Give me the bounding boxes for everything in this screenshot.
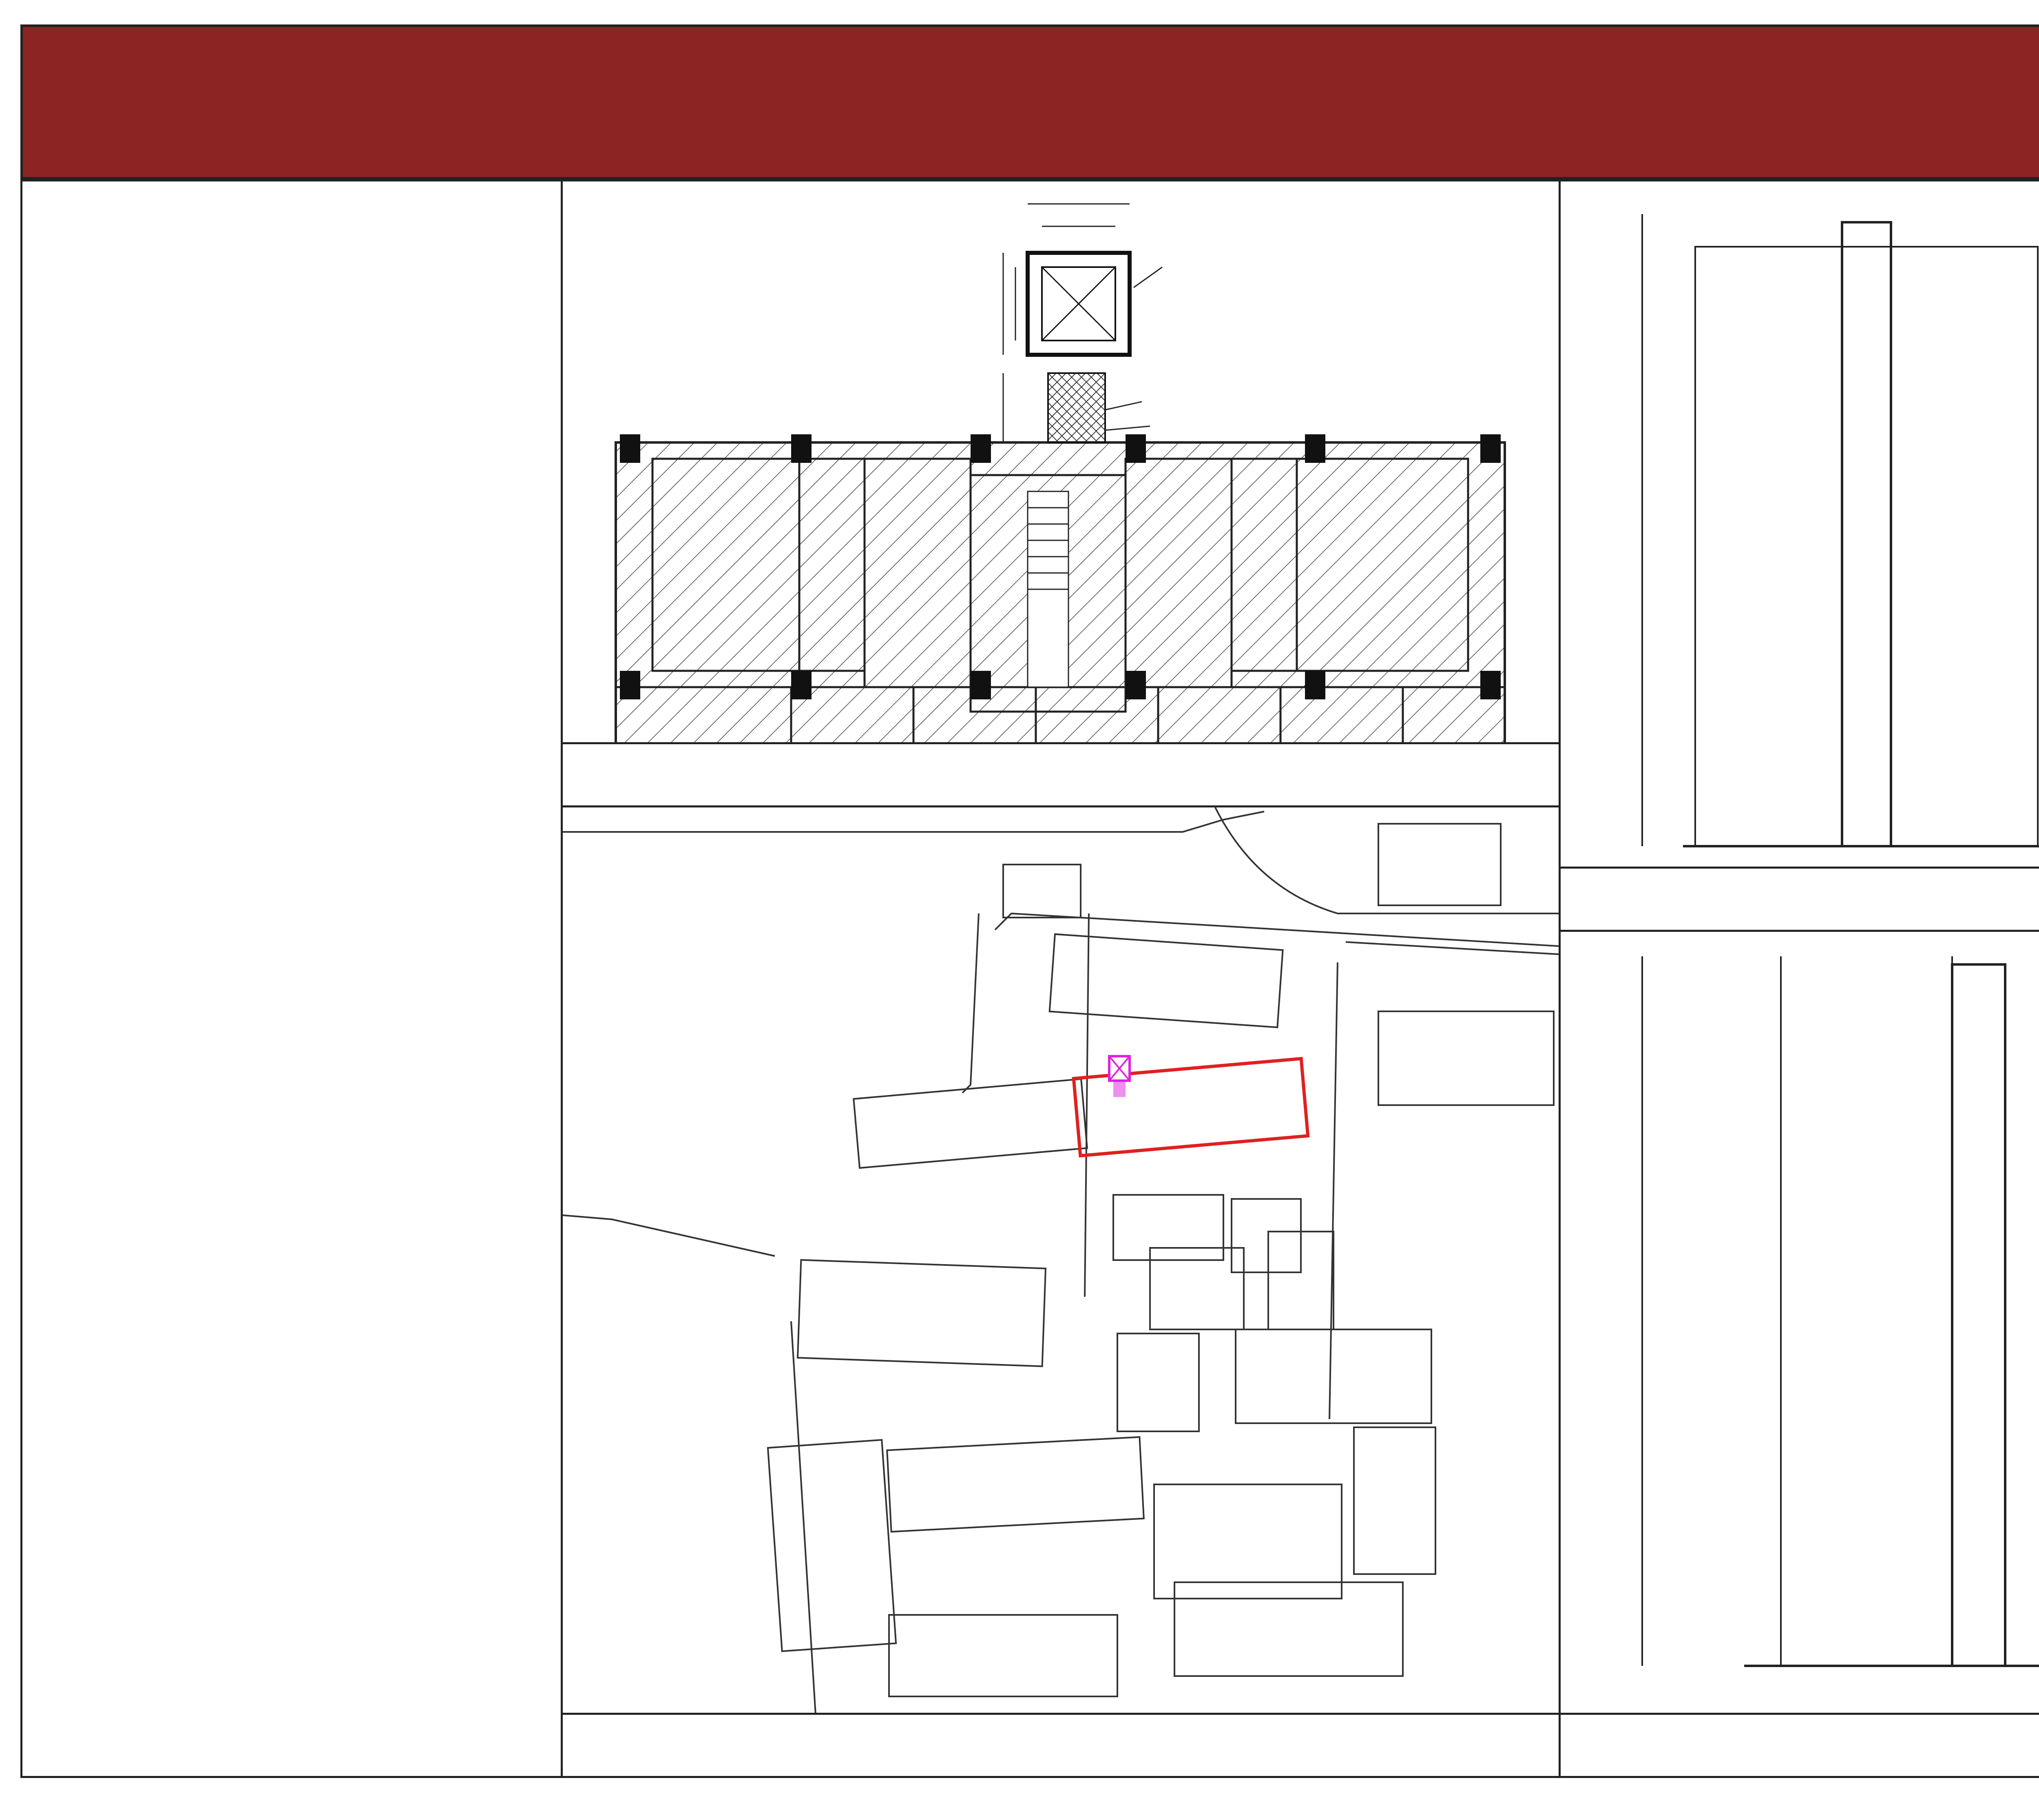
elevation-drawing [1561, 181, 2039, 871]
site-plan-drawing [563, 807, 1559, 1715]
elevation-panel [1559, 179, 2039, 932]
title-bar [20, 24, 2039, 179]
proposed-elevator [1109, 1056, 1130, 1097]
detail-caption [563, 742, 1559, 805]
info-panel [20, 179, 563, 1778]
site-plan-panel [561, 805, 1561, 1778]
elevation-caption [1561, 867, 2039, 930]
section-caption [1561, 1713, 2039, 1776]
detail-drawing [563, 181, 1559, 744]
site-plan-caption [563, 1713, 1559, 1776]
section-panel [1559, 930, 2039, 1778]
detail-panel [561, 179, 1561, 807]
section-drawing [1561, 932, 2039, 1717]
